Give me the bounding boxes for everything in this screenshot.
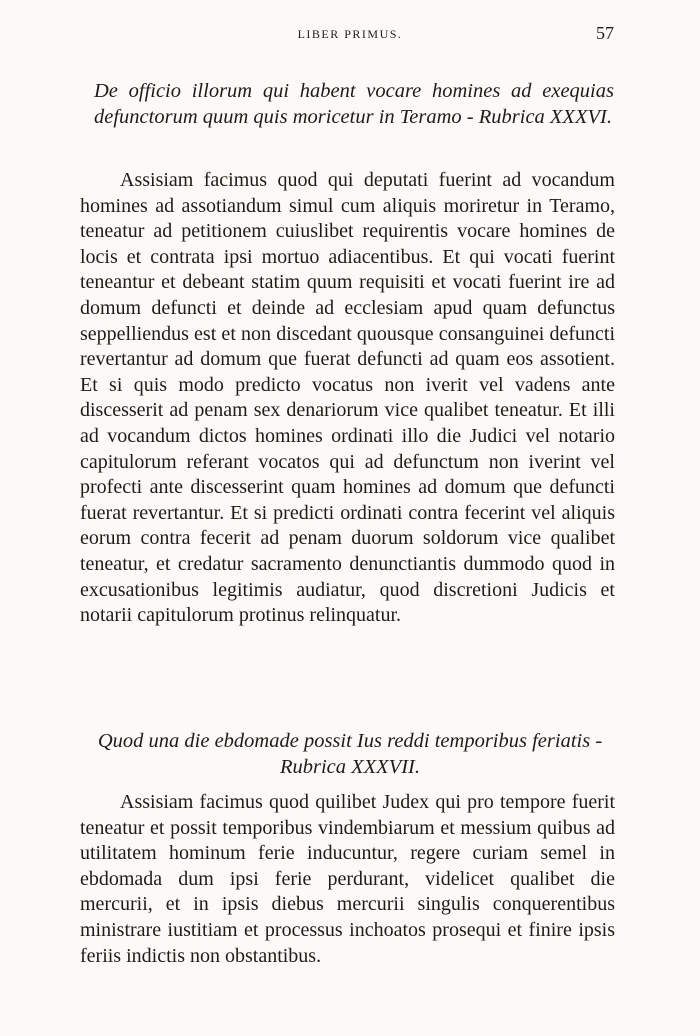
page-number: 57 [596, 23, 614, 43]
running-head: LIBER PRIMUS. [297, 27, 403, 41]
section-body-xxxvi: Assisiam facimus quod qui deputati fuerint ad vocandum homines ad assotiandum simul cum aliquis moriretur in Teramo, teneatur ad petitionem cuiuslibet requirentis vocare homines de locis et contrata ipsi mortuo adiacentibus. Et qui vocati fuerint teneantur et debeant statim quum requisiti et vocati fuerint ire ad domum defuncti et deinde ad ecclesiam apud quam defunctus seppelliendus est et non discedant quousque consanguinei defuncti revertantur ad domum que fuerat defuncti ad quam eos assotient. Et si quis modo predicto vocatus non iverit vel vadens ante discesserit ad penam sex denariorum vice qualibet teneatur. Et illi ad vocandum dictos homines ordinati illo die Judici vel notario capitulorum referant vocatos qui ad defunctum non iverint vel profecti ante discesserint quam homines ad domum que defuncti fuerat revertantur. Et si predicti ordinati contra fecerint vel aliquis eorum contra fecerit ad penam duorum soldorum vice qualibet teneatur, et credatur sacramento denunctiantis dummodo quod in excusationibus legitimis audiatur, quod discretioni Judicis et notarii capitulorum protinus relinquatur. [80, 169, 615, 627]
section-heading-xxxvii: Quod una die ebdomade possit Ius reddi temporibus feriatis - Rubrica XXXVII. [97, 730, 603, 778]
section-heading-xxxvi: De officio illorum qui habent vocare homines ad exequias defunctorum quum quis moricetur in Teramo - Rubrica XXXVI. [94, 80, 614, 128]
section-body-xxxvii: Assisiam facimus quod quilibet Judex qui pro tempore fuerit teneatur et possit temporibus vindembiarum et messium quibus ad utilitatem hominum ferie inducuntur, regere curiam semel in ebdomada dum ipsi ferie perdurant, videlicet qualibet die mercurii, et in ipsis diebus mercurii singulis conquerentibus ministrare iustitiam et processus inchoatos prosequi et finire ipsis feriis indictis non obstantibus. [80, 791, 615, 967]
